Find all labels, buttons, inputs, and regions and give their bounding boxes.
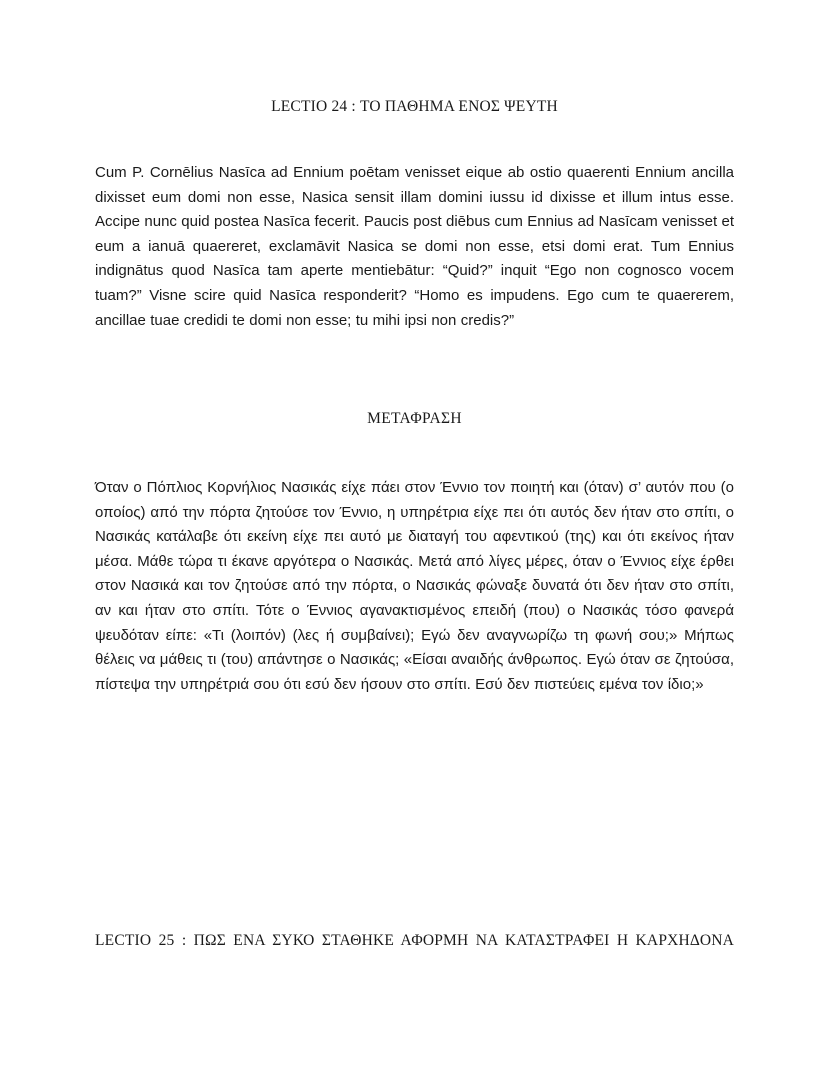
- metafrasi-heading: ΜΕΤΑΦΡΑΣΗ: [367, 410, 462, 427]
- lectio-25-title: LECTIO 25 : ΠΩΣ ΕΝΑ ΣΥΚΟ ΣΤΑΘΗΚΕ ΑΦΟΡΜΗ ΝΑ ΚΑΤΑΣΤΡΑΦΕΙ Η ΚΑΡΧΗΔΟΝΑ: [95, 932, 734, 949]
- greek-translation-paragraph: Όταν ο Πόπλιος Κορνήλιος Νασικάς είχε πάει στον Έννιο τον ποιητή και (όταν) σ’ αυτόν που (ο οποίος) από την πόρτα ζητούσε τον Έννιο, η υπηρέτρια είχε πει ότι αυτός δεν ήταν στο σπίτι, ο Νασικάς κατάλαβε ότι εκείνη είχε πει αυτό με διαταγή του αφεντικού (της) και ότι εκείνος ήταν μέσα. Μάθε τώρα τι έκανε αργότερα ο Νασικάς. Μετά από λίγες μέρες, όταν ο Έννιος είχε έρθει στον Νασικά και τον ζητούσε από την πόρτα, ο Νασικάς φώναξε δυνατά ότι δεν ήταν στο σπίτι, αν και ήταν στο σπίτι. Τότε ο Έννιος αγανακτισμένος επειδή (που) ο Νασικάς τόσο φανερά ψευδόταν είπε: «Τι (λοιπόν) (λες ή συμβαίνει); Εγώ δεν αναγνωρίζω τη φωνή σου;» Μήπως θέλεις να μάθεις τι (του) απάντησε ο Νασικάς; «Είσαι αναιδής άνθρωπος. Εγώ όταν σε ζητούσα, πίστεψα την υπηρέτριά σου ότι εσύ δεν ήσουν στο σπίτι. Εσύ δεν πιστεύεις εμένα τον ίδιο;»: [95, 479, 734, 693]
- latin-text-paragraph: Cum P. Cornēlius Nasīca ad Ennium poētam venisset eique ab ostio quaerenti Ennium ancilla dixisset eum domi non esse, Nasica sensit illam domini iussu id dixisse et illum intus esse. Accipe nunc quid postea Nasīca fecerit. Paucis post diēbus cum Ennius ad Nasīcam venisset et eum a ianuā quaereret, exclamāvit Nasica se domi non esse, etsi domi erat. Tum Ennius indignātus quod Nasīca tam aperte mentiebātur: “Quid?” inquit “Ego non cognosco vocem tuam?” Visne scire quid Nasīca responderit? “Homo es impudens. Ego cum te quaererem, ancillae tuae credidi te domi non esse; tu mihi ipsi non credis?”: [95, 164, 734, 329]
- lectio-24-title: LECTIO 24 : ΤΟ ΠΑΘΗΜΑ ΕΝΟΣ ΨΕΥΤΗ: [271, 98, 558, 115]
